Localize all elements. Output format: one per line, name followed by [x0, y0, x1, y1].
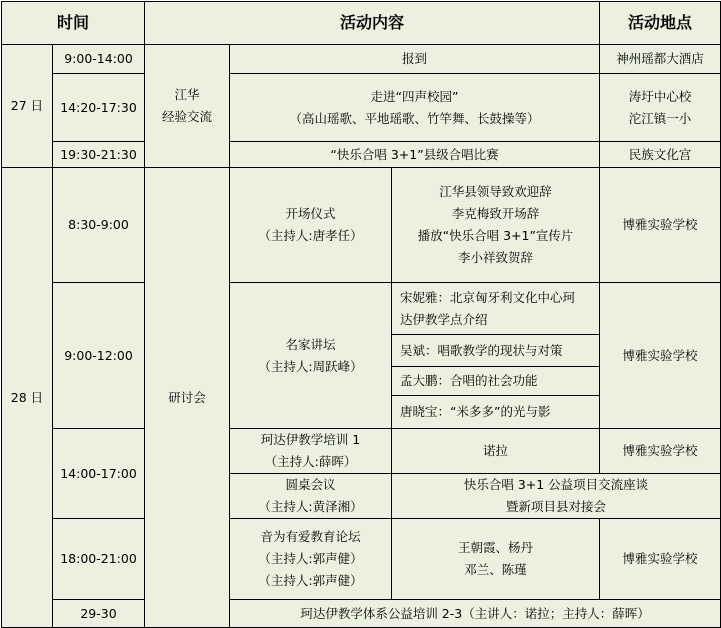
session-title-cell: 圆桌会议 （主持人:黄泽湘） — [230, 474, 392, 519]
category-cell: 江华 经验交流 — [145, 45, 230, 168]
location-cell: 博雅实验学校 — [600, 283, 721, 429]
time-cell: 9:00-12:00 — [53, 283, 145, 429]
talk-cell: 吴斌：唱歌教学的现状与对策 — [392, 335, 600, 367]
table-row — [2, 600, 721, 628]
table-row — [2, 142, 721, 168]
location-cell: 民族文化宫 — [600, 142, 721, 168]
detail-cell: 王朝霞、杨丹 邓兰、陈瑾 — [392, 519, 600, 600]
table-row — [2, 283, 721, 335]
session-title-cell: 名家讲坛 （主持人:周跃峰） — [230, 283, 392, 429]
talk-cell: 孟大鹏：合唱的社会功能 — [392, 367, 600, 396]
content-cell: “快乐合唱 3+1”县级合唱比赛 — [230, 142, 600, 168]
header-content: 活动内容 — [145, 2, 600, 45]
header-location: 活动地点 — [600, 2, 721, 45]
content-cell: 珂达伊教学体系公益培训 2-3（主讲人：诺拉；主持人：薛晖） — [230, 600, 721, 628]
header-time: 时间 — [2, 2, 145, 45]
session-title-cell: 音为有爱教育论坛 （主持人:郭声健） （主持人:郭声健） — [230, 519, 392, 600]
table-row — [2, 519, 721, 600]
table-row — [2, 168, 721, 283]
time-cell: 14:00-17:00 — [53, 429, 145, 519]
talk-cell: 宋妮雅：北京匈牙利文化中心珂 达伊教学点介绍 — [392, 283, 600, 335]
session-title-cell: 开场仪式 （主持人:唐孝任） — [230, 168, 392, 283]
detail-cell: 江华县领导致欢迎辞 李克梅致开场辞 播放“快乐合唱 3+1”宣传片 李小祥致贺辞 — [392, 168, 600, 283]
table-row — [2, 45, 721, 74]
schedule-table — [1, 1, 721, 628]
time-cell: 9:00-14:00 — [53, 45, 145, 74]
location-cell: 神州瑶都大酒店 — [600, 45, 721, 74]
content-cell: 走进“四声校园” （高山瑶歌、平地瑶歌、竹竿舞、长鼓操等） — [230, 74, 600, 142]
session-title-cell: 珂达伊教学培训 1 （主持人:薛晖） — [230, 429, 392, 474]
time-cell: 18:00-21:00 — [53, 519, 145, 600]
time-cell: 8:30-9:00 — [53, 168, 145, 283]
table-row — [2, 74, 721, 142]
date-cell-29-30: 29-30 — [53, 600, 145, 628]
location-cell: 涛圩中心校 沱江镇一小 — [600, 74, 721, 142]
time-cell: 14:20-17:30 — [53, 74, 145, 142]
header-row — [2, 2, 721, 45]
content-cell: 报到 — [230, 45, 600, 74]
location-cell: 博雅实验学校 — [600, 168, 721, 283]
date-cell-27: 27 日 — [2, 45, 53, 168]
time-cell: 19:30-21:30 — [53, 142, 145, 168]
location-cell: 博雅实验学校 — [600, 429, 721, 474]
date-cell-28: 28 日 — [2, 168, 53, 628]
location-cell: 博雅实验学校 — [600, 519, 721, 600]
table-row — [2, 429, 721, 474]
talk-cell: 唐晓宝：“米多多”的光与影 — [392, 396, 600, 429]
detail-cell: 快乐合唱 3+1 公益项目交流座谈 暨新项目县对接会 — [392, 474, 721, 519]
detail-cell: 诺拉 — [392, 429, 600, 474]
category-cell: 研讨会 — [145, 168, 230, 628]
